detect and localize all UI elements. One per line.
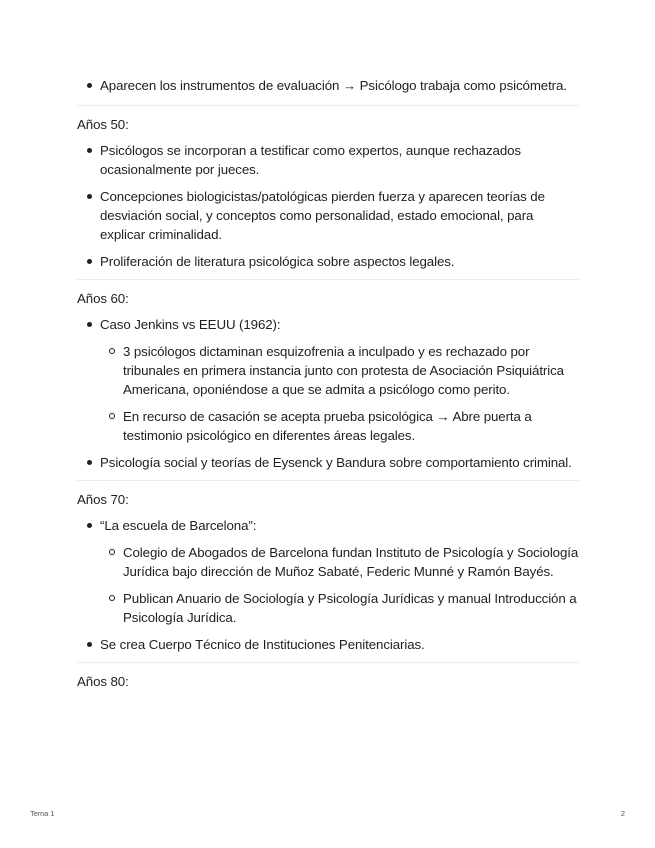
sub-list-item: 3 psicólogos dictaminan esquizofrenia a inculpado y es rechazado por tribunales en primera instancia junto con protesta de Asociación Psiquiátrica Americana, oponiéndose a que se admita a psicólogo como perito.: [100, 342, 579, 399]
sub-list-item: En recurso de casación se acepta prueba psicológica → Abre puerta a testimonio psicológico en diferentes áreas legales.: [100, 407, 579, 445]
divider: [77, 279, 579, 280]
list-item: Se crea Cuerpo Técnico de Instituciones Penitenciarias.: [77, 635, 579, 654]
list-item-text: “La escuela de Barcelona”:: [100, 518, 257, 533]
divider: [77, 105, 579, 106]
document-content: [77, 76, 579, 691]
list-item: [77, 516, 579, 627]
list-item: Proliferación de literatura psicológica sobre aspectos legales.: [77, 252, 579, 271]
footer-chapter: Tema 1: [30, 809, 55, 818]
sub-list: [100, 342, 579, 445]
list-item: Psicología social y teorías de Eysenck y Bandura sobre comportamiento criminal.: [77, 453, 579, 472]
section-list: [77, 315, 579, 472]
list-item: Aparecen los instrumentos de evaluación → Psicólogo trabaja como psicómetra.: [77, 76, 579, 95]
section-title: Años 60:: [77, 291, 129, 306]
sub-list-item: Publican Anuario de Sociología y Psicología Jurídicas y manual Introducción a Psicología Jurídica.: [100, 589, 579, 627]
section-title: Años 80:: [77, 674, 129, 689]
divider: [77, 480, 579, 481]
section-list: [77, 141, 579, 271]
list-item: Concepciones biologicistas/patológicas pierden fuerza y aparecen teorías de desviación social, y conceptos como personalidad, estado emocional, para explicar criminalidad.: [77, 187, 579, 244]
list-item-text: Caso Jenkins vs EEUU (1962):: [100, 317, 281, 332]
sub-list: [100, 543, 579, 627]
sub-list-item: Colegio de Abogados de Barcelona fundan Instituto de Psicología y Sociología Jurídica bajo dirección de Muñoz Sabaté, Federic Munné y Ramón Bayés.: [100, 543, 579, 581]
divider: [77, 662, 579, 663]
list-item: [77, 315, 579, 445]
list-item: Psicólogos se incorporan a testificar como expertos, aunque rechazados ocasionalmente por jueces.: [77, 141, 579, 179]
section-title: Años 50:: [77, 117, 129, 132]
intro-list: [77, 76, 579, 95]
section-list: [77, 516, 579, 654]
section-title: Años 70:: [77, 492, 129, 507]
page-number: 2: [620, 809, 625, 818]
